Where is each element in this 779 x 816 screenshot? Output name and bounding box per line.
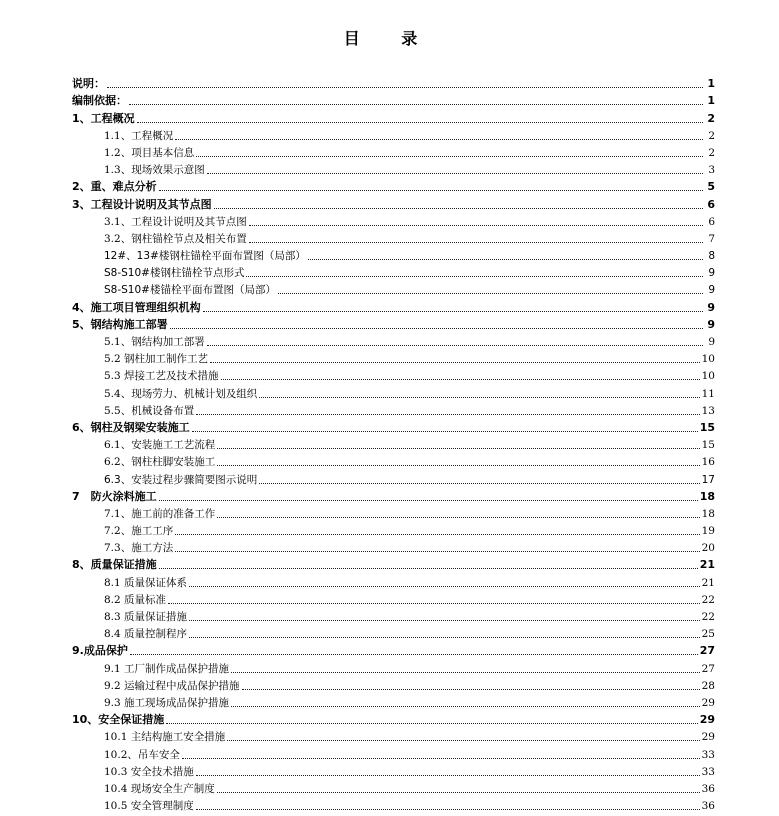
- dot-leader: [168, 603, 700, 604]
- toc-entry-label: 4、施工项目管理组织机构: [72, 300, 201, 314]
- toc-entry-label: 10.3 安全技术措施: [104, 765, 194, 778]
- toc-entry-page-number: 29: [701, 731, 715, 744]
- toc-entry-label: 8、质量保证措施: [72, 558, 157, 572]
- toc-entry-page-number: 9: [708, 284, 715, 297]
- toc-entry[interactable]: [0, 160, 779, 177]
- dot-leader: [203, 311, 703, 312]
- dot-leader: [231, 706, 700, 707]
- toc-entry-page-number: 18: [699, 489, 715, 503]
- dot-leader: [259, 483, 699, 484]
- toc-entry-page-number: 6: [708, 215, 715, 228]
- toc-entry-page-number: 15: [699, 420, 715, 434]
- toc-entry-label: 8.1 质量保证体系: [104, 576, 188, 589]
- toc-entry-label: 6.3、安装过程步骤简要图示说明: [104, 473, 258, 486]
- toc-entry-label: 9.成品保护: [72, 644, 128, 658]
- toc-entry[interactable]: [0, 315, 779, 332]
- toc-entry[interactable]: [0, 246, 779, 263]
- toc-entry-label: 7.3、施工方法: [104, 542, 174, 555]
- dot-leader: [207, 173, 703, 174]
- toc-entry-page-number: 1: [707, 77, 715, 91]
- dot-leader: [196, 414, 699, 415]
- toc-entry[interactable]: [0, 572, 779, 589]
- toc-entry-label: 9.1 工厂制作成品保护措施: [104, 662, 230, 675]
- toc-entry-label: 9.2 运输过程中成品保护措施: [104, 679, 240, 692]
- dot-leader: [249, 242, 703, 243]
- toc-entry-label: 10.1 主结构施工安全措施: [104, 731, 226, 744]
- toc-entry[interactable]: [0, 383, 779, 400]
- dot-leader: [217, 448, 699, 449]
- toc-entry-page-number: 17: [701, 473, 715, 486]
- toc-entry-label: S8-S10#楼钢柱锚栓节点形式: [104, 267, 245, 280]
- toc-entry-page-number: 29: [699, 713, 715, 727]
- toc-entry[interactable]: [0, 177, 779, 194]
- toc-entry-label: 2、重、难点分析: [72, 180, 157, 194]
- toc-entry-label: 5.3 焊接工艺及技术措施: [104, 370, 219, 383]
- toc-entry-label: 5.1、钢结构加工部署: [104, 336, 205, 348]
- toc-entry-page-number: 2: [707, 111, 715, 125]
- toc-entry-page-number: 8: [708, 250, 715, 263]
- toc-entry[interactable]: [0, 194, 779, 211]
- dot-leader: [196, 156, 703, 157]
- dot-leader: [175, 551, 699, 552]
- toc-entry[interactable]: [0, 504, 779, 521]
- toc-entry-page-number: 27: [701, 662, 715, 675]
- toc-entry-page-number: 33: [701, 765, 715, 778]
- toc-entry-label: 3.1、工程设计说明及其节点图: [104, 215, 247, 228]
- toc-entry[interactable]: [0, 796, 779, 813]
- toc-entry-label: 6、钢柱及钢梁安装施工: [72, 420, 190, 434]
- toc-entry[interactable]: [0, 624, 779, 641]
- toc-entry-page-number: 3: [708, 164, 715, 177]
- toc-entry-label: 5、钢结构施工部署: [72, 317, 168, 331]
- dot-leader: [207, 345, 703, 346]
- dot-leader: [278, 293, 703, 294]
- toc-entry[interactable]: [0, 658, 779, 675]
- dot-leader: [175, 534, 699, 535]
- toc-entry[interactable]: [0, 676, 779, 693]
- toc-entry[interactable]: [0, 744, 779, 761]
- dot-leader: [214, 208, 703, 209]
- toc-entry[interactable]: [0, 297, 779, 314]
- page-title: 目 录: [343, 29, 436, 48]
- toc-entry[interactable]: [0, 366, 779, 383]
- toc-entry-label: 9.3 施工现场成品保护措施: [104, 696, 230, 709]
- table-of-contents: [0, 74, 779, 813]
- toc-entry[interactable]: [0, 332, 779, 349]
- toc-entry[interactable]: [0, 126, 779, 143]
- toc-entry[interactable]: [0, 452, 779, 469]
- toc-entry[interactable]: [0, 108, 779, 125]
- dot-leader: [175, 139, 703, 140]
- dot-leader: [246, 276, 703, 277]
- dot-leader: [189, 586, 700, 587]
- toc-entry[interactable]: [0, 263, 779, 280]
- toc-entry-label: 10.2、吊车安全: [104, 748, 180, 761]
- dot-leader: [130, 654, 698, 655]
- toc-entry-label: 1、工程概况: [72, 111, 135, 125]
- toc-entry-page-number: 18: [701, 507, 715, 520]
- toc-entry[interactable]: [0, 469, 779, 486]
- dot-leader: [192, 431, 698, 432]
- toc-entry-label: 7.2、施工工序: [104, 525, 174, 538]
- toc-entry-label: 1.1、工程概况: [104, 129, 174, 142]
- toc-entry-label: 5.2 钢柱加工制作工艺: [104, 353, 209, 366]
- toc-entry[interactable]: [0, 555, 779, 572]
- toc-entry-label: 12#、13#楼钢柱锚栓平面布置图（局部）: [104, 250, 306, 263]
- dot-leader: [107, 87, 703, 88]
- dot-leader: [217, 517, 699, 518]
- toc-entry[interactable]: [0, 762, 779, 779]
- dot-leader: [137, 122, 703, 123]
- dot-leader: [196, 809, 700, 810]
- toc-entry-page-number: 5: [707, 180, 715, 194]
- toc-entry-page-number: 22: [701, 611, 715, 623]
- toc-entry-label: 编制依据：: [72, 94, 127, 108]
- toc-entry-page-number: 20: [701, 542, 715, 555]
- toc-entry-page-number: 9: [708, 336, 715, 348]
- dot-leader: [210, 362, 700, 363]
- toc-entry[interactable]: [0, 401, 779, 418]
- dot-leader: [182, 758, 700, 759]
- toc-entry-page-number: 10: [701, 353, 715, 366]
- toc-entry-label: 5.5、机械设备布置: [104, 404, 195, 417]
- toc-entry-page-number: 9: [708, 267, 715, 280]
- toc-entry-label: 8.4 质量控制程序: [104, 628, 188, 641]
- toc-entry-label: 8.2 质量标准: [104, 593, 167, 606]
- toc-entry-page-number: 16: [701, 456, 715, 469]
- toc-entry-page-number: 22: [701, 593, 715, 606]
- toc-entry-label: 8.3 质量保证措施: [104, 611, 188, 623]
- toc-entry-label: 7.1、施工前的准备工作: [104, 507, 216, 520]
- dot-leader: [217, 792, 700, 793]
- toc-entry[interactable]: [0, 435, 779, 452]
- dot-leader: [221, 379, 700, 380]
- toc-entry-page-number: 21: [699, 558, 715, 572]
- toc-entry-label: 10、安全保证措施: [72, 713, 165, 727]
- toc-entry[interactable]: [0, 710, 779, 727]
- toc-entry-page-number: 15: [701, 439, 715, 452]
- toc-entry-label: 1.3、现场效果示意图: [104, 164, 205, 177]
- toc-entry-label: 7 防火涂料施工: [72, 489, 157, 503]
- toc-entry[interactable]: [0, 521, 779, 538]
- toc-entry-page-number: 21: [701, 576, 715, 589]
- toc-entry[interactable]: [0, 693, 779, 710]
- toc-entry-page-number: 7: [708, 232, 715, 245]
- dot-leader: [189, 620, 700, 621]
- toc-entry-page-number: 28: [701, 679, 715, 692]
- toc-entry-page-number: 29: [701, 696, 715, 709]
- toc-entry-page-number: 1: [707, 94, 715, 108]
- toc-entry-label: 3、工程设计说明及其节点图: [72, 197, 212, 211]
- toc-entry-page-number: 6: [707, 197, 715, 211]
- toc-entry-page-number: 9: [707, 300, 715, 314]
- toc-entry-page-number: 36: [701, 800, 715, 813]
- toc-entry[interactable]: [0, 229, 779, 246]
- dot-leader: [308, 259, 703, 260]
- toc-entry[interactable]: [0, 607, 779, 624]
- dot-leader: [249, 225, 703, 226]
- dot-leader: [231, 672, 700, 673]
- toc-entry-label: 5.4、现场劳力、机械计划及组织: [104, 387, 258, 400]
- toc-entry-page-number: 36: [701, 782, 715, 795]
- toc-entry[interactable]: [0, 418, 779, 435]
- dot-leader: [166, 723, 697, 724]
- dot-leader: [189, 637, 700, 638]
- toc-entry-page-number: 9: [707, 317, 715, 331]
- dot-leader: [129, 104, 703, 105]
- toc-entry[interactable]: [0, 91, 779, 108]
- toc-entry[interactable]: [0, 74, 779, 91]
- toc-entry-label: 10.5 安全管理制度: [104, 800, 194, 813]
- toc-entry-page-number: 2: [708, 129, 715, 142]
- dot-leader: [196, 775, 700, 776]
- toc-entry[interactable]: [0, 280, 779, 297]
- toc-entry-label: 6.2、钢柱柱脚安装施工: [104, 456, 216, 469]
- toc-entry-page-number: 2: [708, 146, 715, 159]
- toc-entry-page-number: 27: [699, 644, 715, 658]
- dot-leader: [242, 689, 700, 690]
- toc-entry[interactable]: [0, 590, 779, 607]
- toc-entry-page-number: 25: [701, 628, 715, 641]
- toc-entry-label: 1.2、项目基本信息: [104, 146, 195, 159]
- toc-entry-label: 说明：: [72, 77, 105, 91]
- toc-entry-page-number: 19: [701, 525, 715, 538]
- toc-entry[interactable]: [0, 538, 779, 555]
- toc-entry[interactable]: [0, 212, 779, 229]
- dot-leader: [259, 397, 699, 398]
- toc-entry[interactable]: [0, 727, 779, 744]
- dot-leader: [159, 568, 698, 569]
- toc-entry-label: S8-S10#楼锚栓平面布置图（局部）: [104, 284, 276, 297]
- toc-entry-page-number: 13: [701, 404, 715, 417]
- toc-entry-page-number: 11: [701, 387, 715, 400]
- dot-leader: [217, 465, 699, 466]
- dot-leader: [227, 740, 699, 741]
- toc-entry[interactable]: [0, 779, 779, 796]
- toc-entry[interactable]: [0, 487, 779, 504]
- dot-leader: [170, 328, 703, 329]
- toc-entry-label: 10.4 现场安全生产制度: [104, 782, 215, 795]
- toc-entry-page-number: 33: [701, 748, 715, 761]
- dot-leader: [159, 500, 698, 501]
- toc-entry[interactable]: [0, 641, 779, 658]
- toc-entry[interactable]: [0, 143, 779, 160]
- toc-entry-label: 6.1、安装施工工艺流程: [104, 439, 216, 452]
- toc-entry-page-number: 10: [701, 370, 715, 383]
- toc-entry-label: 3.2、钢柱锚栓节点及相关布置: [104, 232, 247, 245]
- dot-leader: [159, 190, 703, 191]
- toc-entry[interactable]: [0, 349, 779, 366]
